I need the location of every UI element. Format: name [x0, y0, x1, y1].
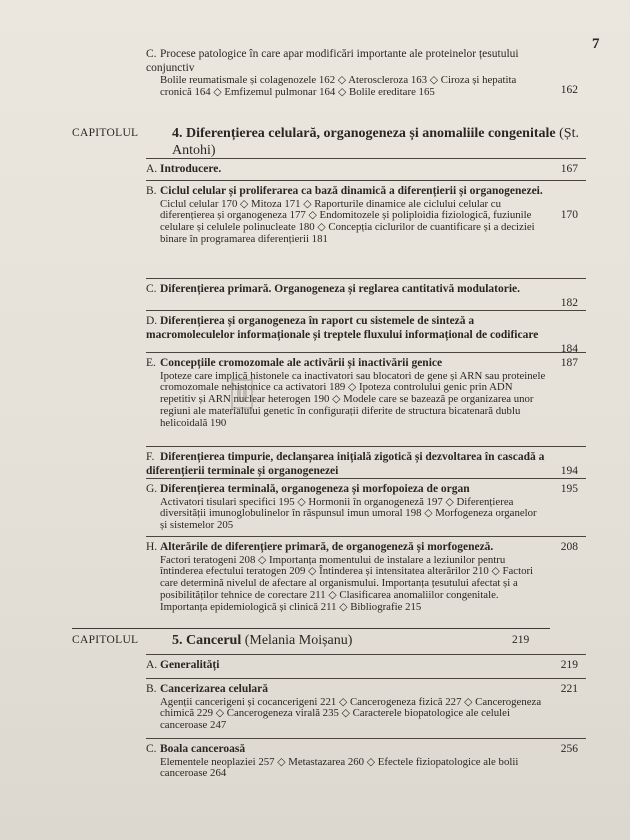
- toc-entry-4g: [146, 478, 586, 532]
- library-stamp-icon: [230, 378, 254, 410]
- entry-letter: G.: [146, 483, 158, 495]
- entry-subtopics: Bolile reumatismale și colagenozele 162 ◇ Ateroscleroza 163 ◇ Ciroza și hepatita cronică 164 ◇ Emfizemul pulmonar 164 ◇ Bolile ereditare 165: [160, 74, 517, 98]
- toc-entry-5b: [146, 678, 586, 732]
- entry-page: 167: [560, 163, 578, 175]
- chapter-author: (Melania Moișanu): [244, 633, 353, 648]
- entry-letter: A.: [146, 659, 158, 671]
- chapter-page: 219: [512, 634, 530, 646]
- toc-entry-4h: [146, 536, 586, 613]
- chapter-number: 5.: [172, 633, 183, 648]
- entry-letter: B.: [146, 185, 157, 197]
- entry-letter: H.: [146, 541, 158, 553]
- entry-heading: Ciclul celular și proliferarea ca bază dinamică a diferențierii și organogenezei.: [160, 185, 543, 197]
- chapter-number: 4.: [172, 126, 183, 141]
- toc-entry-prev-c: [146, 48, 586, 99]
- toc-entry-5a: [146, 654, 586, 673]
- entry-heading: Concepțiile cromozomale ale activării și inactivării genice: [160, 357, 443, 369]
- chapter-title: Cancerul: [186, 633, 242, 648]
- entry-letter: C.: [146, 743, 157, 755]
- entry-letter: C.: [146, 283, 157, 295]
- entry-page: 221: [560, 683, 578, 695]
- entry-page: 219: [560, 659, 578, 671]
- entry-heading: Alterările de diferențiere primară, de organogeneză și morfogeneză.: [160, 541, 494, 553]
- chapter-author: (Șt. Antohi): [172, 126, 579, 158]
- entry-heading: Diferențierea timpurie, declanșarea inițială zigotică și dezvoltarea în cascadă a diferențierii terminale și organogenezei: [146, 451, 545, 477]
- entry-page: 162: [560, 84, 578, 96]
- entry-page: 195: [560, 483, 578, 495]
- entry-subtopics: Ipoteze care implică histonele ca inactivatori sau blocatori de gene și ARN sau proteinele cromozomale nehistonice ca activatori 189 ◇ Ipoteza controlului genic prin ADN repetitiv și ARN nuclear heterogen 190 ◇ Modele care se bazează pe organizarea unor regiuni ale materialului genetic în configurații diferite de structura bicatenară dublu helicoidală 190: [160, 369, 546, 429]
- entry-heading: Procese patologice în care apar modificări importante ale proteinelor țesutului conjunctiv: [146, 48, 519, 74]
- entry-heading: Diferențierea și organogeneza în raport cu sistemele de sinteză a macromoleculelor informaționale și treptele fluxului informațional de codificare: [146, 315, 539, 341]
- entry-letter: E.: [146, 357, 156, 369]
- entry-page: 208: [560, 541, 578, 553]
- entry-heading: Generalități: [160, 659, 220, 671]
- entry-subtopics: Elementele neoplaziei 257 ◇ Metastazarea 260 ◇ Efectele fiziopatologice ale bolii canceroase 264: [160, 755, 519, 780]
- toc-entry-4d: [146, 310, 586, 355]
- entry-page: 256: [560, 743, 578, 755]
- chapter-divider: [72, 628, 550, 629]
- entry-letter: A.: [146, 163, 158, 175]
- chapter-label: CAPITOLUL: [72, 127, 139, 139]
- chapter-title: Diferențierea celulară, organogeneza și anomaliile congenitale: [186, 126, 556, 141]
- entry-subtopics: Agenții cancerigeni și cocancerigeni 221 ◇ Cancerogeneza fizică 227 ◇ Cancerogeneza chimică 229 ◇ Cancerogeneza virală 235 ◇ Caracterele biopatologice ale celulei canceroase 247: [160, 695, 542, 732]
- toc-entry-4e: [146, 352, 586, 429]
- entry-page: 194: [560, 465, 578, 477]
- entry-heading: Cancerizarea celulară: [160, 683, 269, 695]
- toc-entry-4f: [146, 446, 586, 478]
- toc-entry-4a: [146, 158, 586, 177]
- entry-subtopics: Factori teratogeni 208 ◇ Importanța momentului de instalare a leziunilor pentru întinderea efectului teratogen 209 ◇ Întinderea și intensitatea alterărilor 210 ◇ Factori care determină nivelul de afectare al organismului. Importanța țesutului afectat și a posibilităților tehnice de corectare 211 ◇ Clasificarea anomaliilor congenitale. Importanța epidemiologică și clinică 211 ◇ Bibliografie 215: [160, 553, 534, 613]
- entry-heading: Boala canceroasă: [160, 743, 246, 755]
- entry-subtopics: Ciclul celular 170 ◇ Mitoza 171 ◇ Raporturile dinamice ale ciclului celular cu diferențierea și organogeneza 177 ◇ Endomitozele și poliploidia fiziologică, fuziunile celulare și celulele polinucleate 180 ◇ Concepția ciclurilor de cuantificare și a deciziei binare în programarea diferențierii 181: [160, 197, 535, 245]
- page-number: 7: [592, 36, 600, 52]
- entry-letter: C.: [146, 48, 157, 60]
- entry-heading: Introducere.: [160, 163, 222, 175]
- entry-page: 170: [560, 209, 578, 221]
- entry-page: 184: [560, 343, 578, 355]
- entry-heading: Diferențierea terminală, organogeneza și morfopoieza de organ: [160, 483, 470, 495]
- chapter-label: CAPITOLUL: [72, 634, 139, 646]
- entry-heading: Diferențierea primară. Organogeneza și reglarea cantitativă modulatorie.: [160, 283, 521, 295]
- toc-entry-5c: [146, 738, 586, 780]
- entry-page: 187: [560, 357, 578, 369]
- entry-page: 182: [560, 297, 578, 309]
- entry-subtopics: Activatori tisulari specifici 195 ◇ Hormonii în organogeneză 197 ◇ Diferențierea diversității imunoglobulinelor în răspunsul imun umoral 198 ◇ Morfogeneza organelor și sistemelor 205: [160, 495, 537, 532]
- toc-entry-4c: [146, 278, 586, 309]
- entry-letter: B.: [146, 683, 157, 695]
- toc-entry-4b: [146, 180, 586, 246]
- entry-letter: D.: [146, 315, 158, 327]
- entry-letter: F.: [146, 451, 155, 463]
